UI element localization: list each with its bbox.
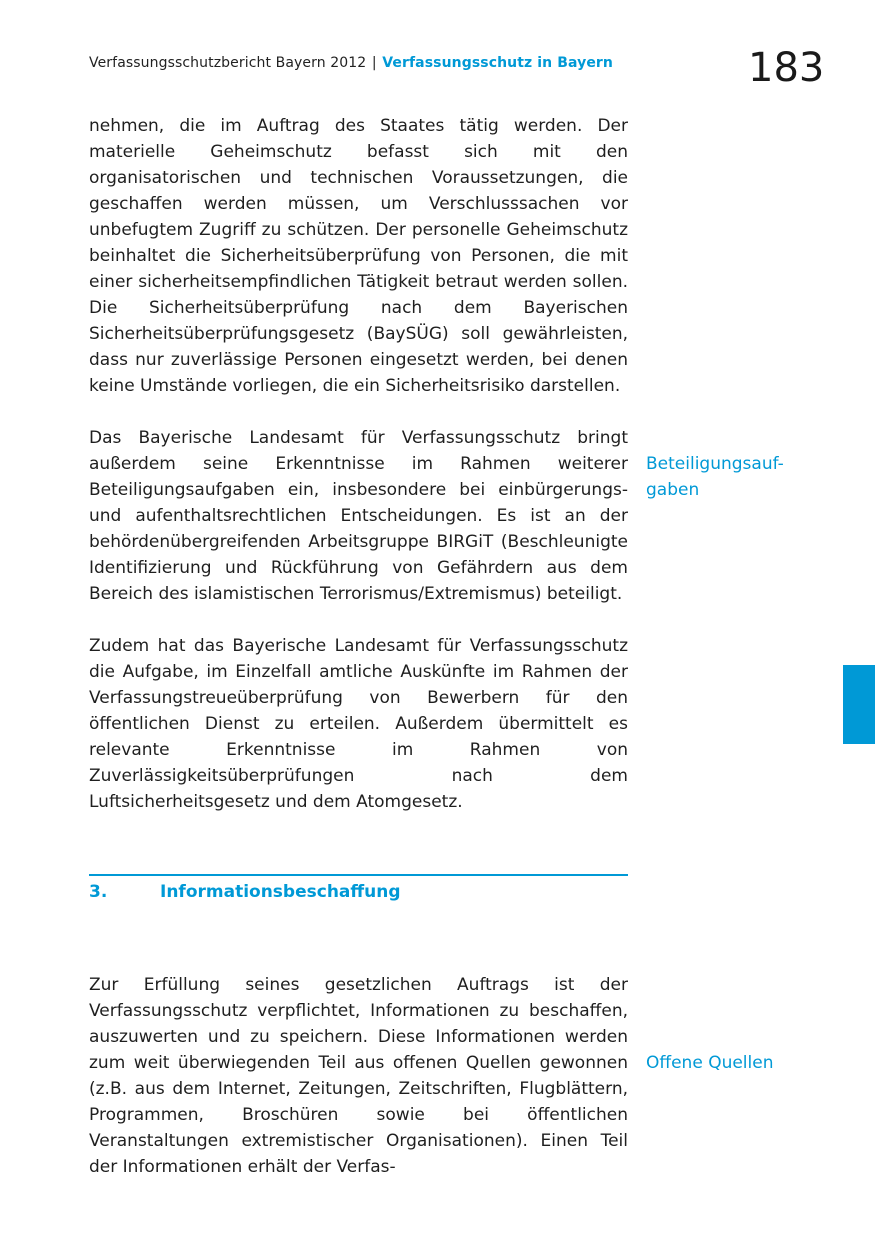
section-number: 3.: [89, 882, 108, 902]
chapter-tab-marker: [843, 665, 875, 744]
margin-note-line: Beteiligungsauf-: [646, 454, 784, 474]
running-header: [89, 55, 613, 71]
section-heading: [89, 882, 401, 902]
section-title: Verfassungsschutz in Bayern: [382, 55, 613, 71]
page-number: 183: [748, 45, 825, 91]
margin-note-offene-quellen: Offene Quellen: [646, 1053, 774, 1073]
paragraph-verfassungstreue: Zudem hat das Bayerische Landesamt für Verfassungsschutz die Aufgabe, im Einzelfall amtliche Auskünfte im Rahmen der Verfassungstreueüberprüfung von Bewerbern für den öffentlichen Dienst zu erteilen. Außerdem übermittelt es relevante Erkenntnisse im Rahmen von Zuverlässigkeitsüberprüfungen nach dem Luftsicherheitsgesetz und dem Atomgesetz.: [89, 636, 628, 812]
margin-note-line: gaben: [646, 480, 700, 500]
section-heading-rule: [89, 874, 628, 876]
paragraph-beteiligungsaufgaben: Das Bayerische Landesamt für Verfassungsschutz bringt außerdem seine Erkenntnisse im Rahmen weiterer Beteiligungsaufgaben ein, insbesondere bei einbürgerungs- und aufenthaltsrechtlichen Entscheidungen. Es ist an der behördenübergreifenden Arbeitsgruppe BIRGiT (Beschleunigte Identifizierung und Rückführung von Gefährdern aus dem Bereich des islamistischen Terrorismus/Extremismus) beteiligt.: [89, 428, 628, 604]
header-separator: |: [371, 55, 377, 71]
publication-title: Verfassungsschutzbericht Bayern 2012: [89, 55, 367, 71]
paragraph-geheimschutz: nehmen, die im Auftrag des Staates tätig werden. Der materielle Geheimschutz befasst sich mit den organisatorischen und technischen Voraussetzungen, die geschaffen werden müssen, um Verschlusssachen vor unbefugtem Zugriff zu schützen. Der personelle Geheimschutz beinhaltet die Sicherheitsüberprüfung von Personen, die mit einer sicherheitsempfindlichen Tätigkeit betraut werden sollen. Die Sicherheitsüberprüfung nach dem Bayerischen Sicherheitsüberprüfungsgesetz (BaySÜG) soll gewährleisten, dass nur zuverlässige Personen eingesetzt werden, bei denen keine Umstände vorliegen, die ein Sicherheitsrisiko darstellen.: [89, 116, 628, 396]
paragraph-informationsbeschaffung: Zur Erfüllung seines gesetzlichen Auftrags ist der Verfassungsschutz verpflichtet, Informationen zu beschaffen, auszuwerten und zu speichern. Diese Informationen werden zum weit überwiegenden Teil aus offenen Quellen gewonnen (z.B. aus dem Internet, Zeitungen, Zeitschriften, Flugblättern, Programmen, Broschüren sowie bei öffentlichen Veranstaltungen extremistischer Organisationen). Einen Teil der Informationen erhält der Verfas-: [89, 975, 628, 1177]
section-heading-title: Informationsbeschaffung: [160, 882, 401, 902]
margin-note-beteiligungsaufgaben: [646, 451, 806, 503]
